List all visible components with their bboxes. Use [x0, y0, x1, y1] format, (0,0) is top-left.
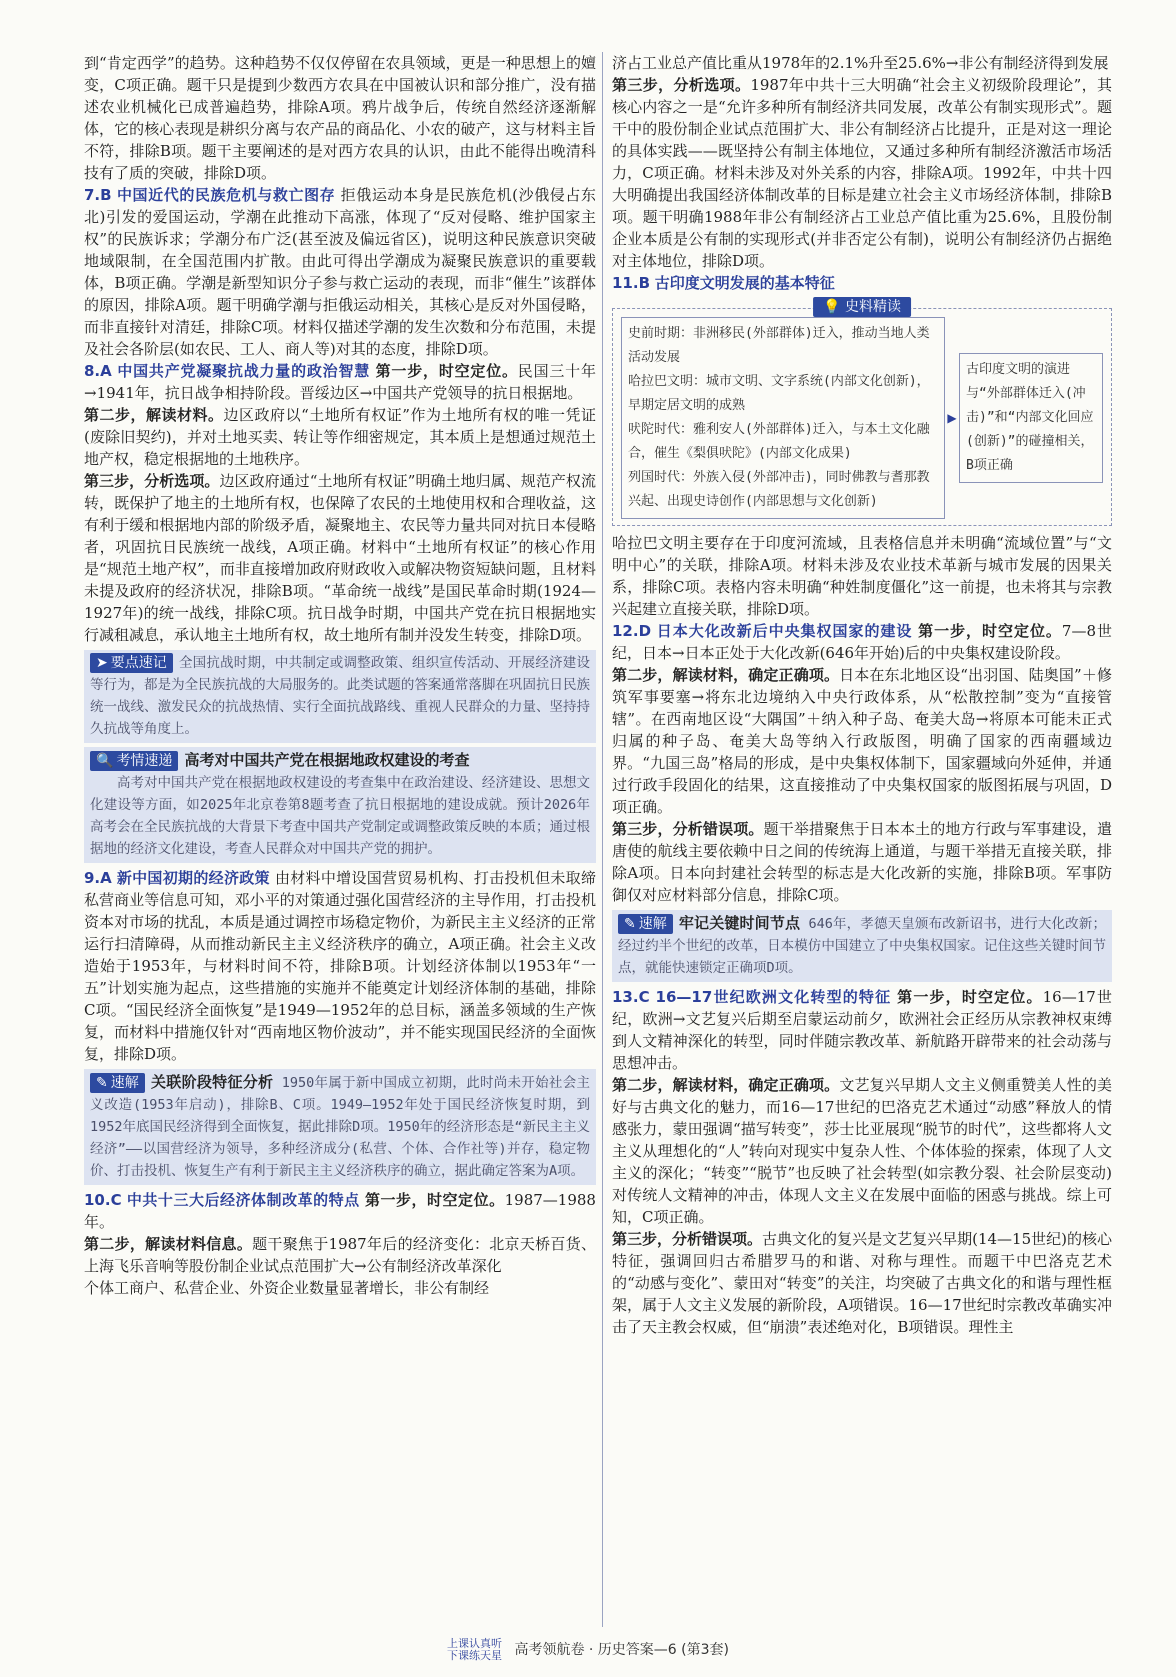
q10-step3-label: 第三步，分析选项。 [612, 76, 751, 94]
tip-exam-trend-box [84, 747, 596, 863]
q10-step3-body: 1987年中共十三大明确“社会主义初级阶段理论”，其核心内容之一是“允许多种所有制经济共同发展，改革公有制实现形式”。题干中的股份制企业试点范围扩大、非公有制经济占比提升，正是对这一理论的具体实践——既坚持公有制主体地位，又通过多种所有制经济激活市场活力，C项正确。材料未涉及对外关系的内容，排除A项。1992年，中共十四大明确提出我国经济体制改革的目标是建立社会主义市场经济体制，排除B项。题干明确1988年非公有制经济占工业总产值比重为25.6%，且股份制企业本质是公有制的实现形式(并非否定公有制)，说明公有制经济仍占据绝对主体地位，排除D项。 [612, 76, 1112, 270]
tip-key-points-tag: ➤ 要点速记 [90, 653, 173, 673]
tip-quick-solve-box-2 [612, 910, 1112, 982]
q12-title: 日本大化改新后中央集权国家的建设 [656, 622, 913, 640]
q8-step3 [84, 470, 596, 646]
q13-step1-body: 16—17世纪，欧洲→文艺复兴后期至启蒙运动前夕，欧洲社会正经历从宗教神权束缚到人文精神深化的转型，同时伴随宗教改革、新航路开辟带来的社会动荡与思想冲击。 [612, 988, 1112, 1072]
tip-quick-solve-body-2: 646年，孝德天皇颁布改新诏书，进行大化改新；经过约半个世纪的改革，日本模仿中国建立了中央集权国家。记住这些关键时间节点，就能快速锁定正确项D项。 [618, 916, 1106, 976]
q10-step2-cont: 个体工商户、私营企业、外资企业数量显著增长，非公有制经 [84, 1279, 490, 1297]
q8-number: 8.A [84, 362, 112, 380]
q12-step1-body: 7—8世纪，日本→日本正处于大化改新(646年开始)后的中央集权建设阶段。 [612, 622, 1112, 662]
footer-text: 高考领航卷 · 历史答案—6 (第3套) [514, 1642, 729, 1658]
tip-exam-trend-tag: 🔍 考情速递 [90, 751, 178, 771]
q13-title: 16—17世纪欧洲文化转型的特征 [655, 988, 892, 1006]
source-reading-item: 列国时代：外族入侵(外部冲击)，同时佛教与耆那教兴起、出现史诗创作(内部思想与文化创新) [628, 470, 930, 509]
q13-step2 [612, 1074, 1112, 1228]
q12-number: 12.D [612, 622, 652, 640]
q10-step3 [612, 74, 1112, 272]
q11-title: 古印度文明发展的基本特征 [654, 274, 835, 292]
q10-number: 10.C [84, 1191, 122, 1209]
q13-step3 [612, 1228, 1112, 1338]
question-13 [612, 986, 1112, 1074]
pencil-icon: ✎ [96, 1075, 108, 1091]
column-divider [602, 52, 603, 1627]
question-12 [612, 620, 1112, 664]
q8-step2 [84, 404, 596, 470]
search-icon: 🔍 [96, 753, 114, 769]
q8-step2-label: 第二步，解读材料。 [84, 406, 224, 424]
tip-quick-solve-title-2: 牢记关键时间节点 [678, 914, 801, 932]
intro-paragraph: 到“肯定西学”的趋势。这种趋势不仅仅停留在农具领域，更是一种思想上的嬗变，C项正确。题干只是提到少数西方农具在中国被认识和部分推广，没有描述农业机械化已成普遍趋势，排除A项。鸦片战争后，传统自然经济逐渐解体，它的核心表现是耕织分离与农产品的商品化、小农的破产，这与材料主旨不符，排除B项。题干主要阐述的是对西方农具的认识，由此不能得出晚清科技有了质的突破，排除D项。 [84, 54, 596, 182]
tip-quick-solve-tag: ✎ 速解 [90, 1073, 145, 1093]
q10-step2-body: 题干聚焦于1987年后的经济变化：北京天桥百货、上海飞乐音响等股份制企业试点范围扩大→公有制经济改革深化 [84, 1235, 596, 1275]
q13-step2-label: 第二步，解读材料，确定正确项。 [612, 1076, 840, 1094]
send-icon: ➤ [96, 655, 108, 671]
arrow-icon: ▶ [947, 411, 957, 425]
q12-step3 [612, 818, 1112, 906]
pencil-icon: ✎ [624, 916, 636, 932]
publisher-logo: 上课认真听 下课练天星 [447, 1637, 502, 1662]
q10-continuation: 济占工业总产值比重从1978年的2.1%升至25.6%→非公有制经济得到发展 [612, 54, 1109, 72]
q12-step2-body: 日本在东北地区设“出羽国、陆奥国”＋修筑军事要塞→将东北边境纳入中央行政体系，从“松散控制”变为“直接管辖”。在西南地区设“大隅国”＋纳入种子岛、奄美大岛→将原本可能未正式归属的种子岛、奄美大岛等纳入行政版图，明确了国家的西南疆域边界。“九国三岛”格局的形成，是中央集权体制下，国家疆域向外延伸，并通过行政手段固化的结果，这直接推动了中央集权国家的版图拓展与巩固，D项正确。 [612, 666, 1112, 816]
q9-title: 新中国初期的经济政策 [116, 869, 270, 887]
q12-step1-label: 第一步，时空定位。 [918, 622, 1062, 640]
q12-step3-body: 题干举措聚焦于日本本土的地方行政与军事建设，遣唐使的航线主要依赖中日之间的传统海上通道，与题干举措无直接关联，排除A项。日本向封建社会转型的标志是大化改新的实施，排除B项。军事防御仅对应材料部分信息，排除C项。 [612, 820, 1112, 904]
q11-number: 11.B [612, 274, 651, 292]
question-8 [84, 360, 596, 404]
q10-step2-label: 第二步，解读材料信息。 [84, 1235, 253, 1253]
right-column [612, 52, 1112, 1338]
bulb-icon: 💡 [823, 299, 841, 315]
source-reading-tag: 💡 史料精读 [813, 297, 911, 317]
source-reading-list [621, 317, 945, 519]
question-10 [84, 1189, 596, 1233]
q7-number: 7.B [84, 186, 112, 204]
question-7 [84, 184, 596, 360]
q13-step3-label: 第三步，分析错误项。 [612, 1230, 763, 1248]
q7-body: 拒俄运动本身是民族危机(沙俄侵占东北)引发的爱国运动，学潮在此推动下高涨，体现了“反对侵略、维护国家主权”的民族诉求；学潮分布广泛(甚至波及偏远省区)，说明这种民族意识突破地域限制，在全国范围内扩散。由此可得出学潮成为凝聚民族意识的重要载体，B项正确。学潮是新型知识分子参与救亡运动的表现，而非“催生”该群体的原因，排除A项。题干明确学潮与拒俄运动相关，其核心是反对外国侵略，而非直接针对清廷，排除C项。材料仅描述学潮的发生次数和分布范围，未提及社会各阶层(如农民、工人、商人等)对其的态度，排除D项。 [84, 186, 596, 358]
left-column [84, 52, 596, 1299]
q10-step1-body: 1987—1988年。 [84, 1191, 596, 1231]
q12-step3-label: 第三步，分析错误项。 [612, 820, 764, 838]
source-reading-item: 吠陀时代：雅利安人(外部群体)迁入，与本土文化融合，催生《梨俱吠陀》(内部文化成果) [628, 422, 930, 461]
q9-number: 9.A [84, 869, 112, 887]
q13-number: 13.C [612, 988, 650, 1006]
q8-step1-body: 民国三十年→1941年，抗日战争相持阶段。晋绥边区→中国共产党领导的抗日根据地。 [84, 362, 596, 402]
q13-step3-body: 古典文化的复兴是文艺复兴早期(14—15世纪)的核心特征，强调回归古希腊罗马的和谐、对称与理性。而题干中巴洛克艺术的“动感与变化”、蒙田对“转变”的关注，均突破了古典文化的和谐与理性框架，属于人文主义发展的新阶段，A项错误。16—17世纪时宗教改革确实冲击了天主教会权威，但“崩溃”表述绝对化，B项错误。理性主 [612, 1230, 1112, 1336]
tip-quick-solve-tag-2: ✎ 速解 [618, 914, 673, 934]
q8-step1-label: 第一步，时空定位。 [375, 362, 518, 380]
q8-step3-label: 第三步，分析选项。 [84, 472, 220, 490]
q10-step1-label: 第一步，时空定位。 [364, 1191, 505, 1209]
q7-title: 中国近代的民族危机与救亡图存 [116, 186, 336, 204]
q13-step1-label: 第一步，时空定位。 [897, 988, 1043, 1006]
tip-quick-solve-box [84, 1069, 596, 1185]
tip-quick-solve-body: 1950年属于新中国成立初期，此时尚未开始社会主义改造(1953年启动)，排除B、C项。1949—1952年处于国民经济恢复时期，到1952年底国民经济得到全面恢复，据此排除D项。1950年的经济形态是“新民主主义经济”——以国营经济为领导，多种经济成分(私营、个体、合作社等)并存，稳定物价、打击投机、恢复生产有利于新民主主义经济秩序的确立，据此确定答案为A项。 [90, 1075, 590, 1179]
tip-key-points-box [84, 650, 596, 743]
q12-step2 [612, 664, 1112, 818]
q8-step2-body: 边区政府以“土地所有权证”作为土地所有权的唯一凭证(废除旧契约)，并对土地买卖、转让等作细密规定，其本质上是想通过规范土地产权，稳定根据地的土地秩序。 [84, 406, 596, 468]
q8-step3-body: 边区政府通过“土地所有权证”明确土地归属、规范产权流转，既保护了地主的土地所有权，也保障了农民的土地使用权和合理收益，这有利于缓和根据地内部的阶级矛盾，凝聚地主、农民等力量共同对抗日本侵略者，巩固抗日民族统一战线，A项正确。材料中“土地所有权证”的核心作用是“规范土地产权”，而非直接增加政府财政收入或解决物资短缺问题，且材料未提及政府的经济状况，排除B项。“革命统一战线”是国民革命时期(1924—1927年)的统一战线，排除C项。抗日战争时期，中国共产党在抗日根据地实行减租减息，承认地主土地所有权，故土地所有制并没发生转变，排除D项。 [84, 472, 596, 644]
q8-title: 中国共产党凝聚抗战力量的政治智慧 [117, 362, 371, 380]
q11-body: 哈拉巴文明主要存在于印度河流域，且表格信息并未明确“流域位置”与“文明中心”的关联，排除A项。材料未涉及农业技术革新与城市发展的因果关系，排除C项。表格内容未明确“种姓制度僵化”这一前提，也未将其与宗教兴起建立直接关联，排除D项。 [612, 534, 1112, 618]
source-reading-conclusion: 古印度文明的演进与“外部群体迁入(冲击)”和“内部文化回应(创新)”的碰撞相关，B项正确 [959, 353, 1103, 483]
question-9 [84, 867, 596, 1065]
tip-key-points-body: 全国抗战时期，中共制定或调整政策、组织宣传活动、开展经济建设等行为，都是为全民族抗战的大局服务的。此类试题的答案通常落脚在巩固抗日民族统一战线、激发民众的抗战热情、实行全面抗战路线、重视人民群众的力量、坚持持久抗战等角度上。 [90, 655, 590, 737]
source-reading-item: 史前时期：非洲移民(外部群体)迁入，推动当地人类活动发展 [628, 326, 930, 365]
tip-exam-trend-body: 高考对中国共产党在根据地政权建设的考查集中在政治建设、经济建设、思想文化建设等方面，如2025年北京卷第8题考查了抗日根据地的建设成就。预计2026年高考会在全民族抗战的大背景下考查中国共产党制定或调整政策反映的本质；通过根据地的经济文化建设，考查人民群众对中国共产党的拥护。 [90, 775, 590, 857]
page-footer [0, 1638, 1176, 1662]
tip-quick-solve-title: 关联阶段特征分析 [150, 1073, 274, 1091]
tip-exam-trend-title: 高考对中国共产党在根据地政权建设的考查 [184, 751, 470, 769]
q9-body: 由材料中增设国营贸易机构、打击投机但未取缔私营商业等信息可知，邓小平的对策通过强化国营经济的主导作用，打击投机资本对市场的扰乱，本质是通过调控市场稳定物价，为新民主主义经济的正常运行扫清障碍，从而推动新民主主义经济秩序的确立，A项正确。社会主义改造始于1953年，与材料时间不符，排除B项。计划经济体制以1953年“一五”计划实施为起点，这些措施的实施并不能奠定计划经济体制的基础，排除C项。“国民经济全面恢复”是1949—1952年的总目标，涵盖多领域的生产恢复，而材料中措施仅针对“西南地区物价波动”，并不能实现国民经济的全面恢复，排除D项。 [84, 869, 596, 1063]
q13-step2-body: 文艺复兴早期人文主义侧重赞美人性的美好与古典文化的魅力，而16—17世纪的巴洛克艺术通过“动感”释放人的情感张力，蒙田强调“描写转变”，莎士比亚展现“脱节的时代”，这些都将人文主义从理想化的“人”转向对现实中复杂人性、个体体验的探索，体现了人文主义的深化；“转变”“脱节”也反映了社会转型(如宗教分裂、社会阶层变动)对传统人文精神的冲击，体现人文主义在发展中面临的困惑与挑战。综上可知，C项正确。 [612, 1076, 1112, 1226]
question-11 [612, 272, 1112, 294]
source-reading-item: 哈拉巴文明：城市文明、文字系统(内部文化创新)，早期定居文明的成熟 [628, 374, 930, 413]
q12-step2-label: 第二步，解读材料，确定正确项。 [612, 666, 840, 684]
q10-title: 中共十三大后经济体制改革的特点 [126, 1191, 360, 1209]
source-reading-box [612, 299, 1112, 526]
q10-step2 [84, 1233, 596, 1277]
